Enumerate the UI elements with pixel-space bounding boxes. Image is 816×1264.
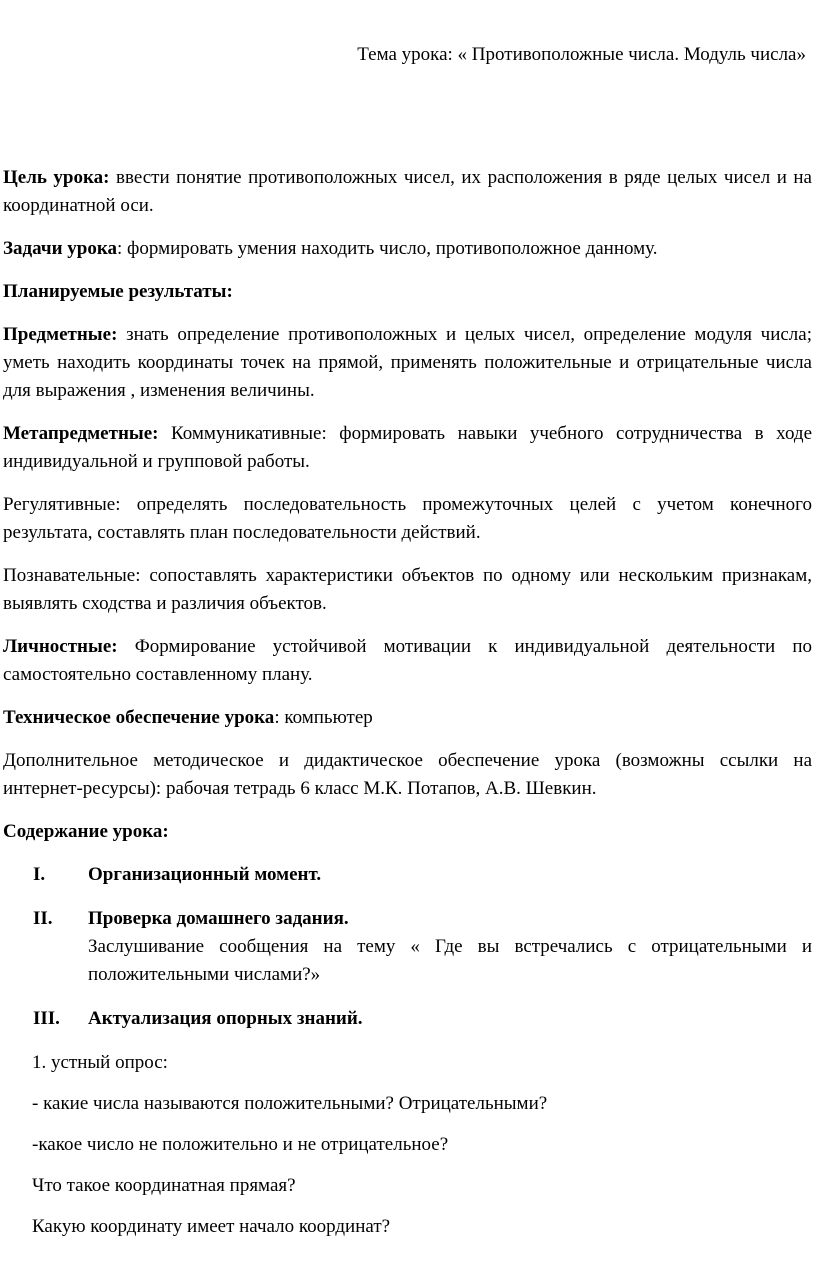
lesson-content-label: Содержание урока: (3, 821, 169, 842)
planned-results-label: Планируемые результаты: (3, 281, 233, 302)
regulatory-text: Регулятивные: определять последовательность промежуточных целей с учетом конечного результата, составлять план последовательности действий. (3, 494, 812, 543)
outline-title-3: Актуализация опорных знаний. (88, 1008, 363, 1029)
technical-support-text: : компьютер (274, 707, 373, 728)
goal-label: Цель урока: (3, 167, 110, 188)
personal-label: Личностные: (3, 636, 118, 657)
outline-item-knowledge-actualization (3, 1005, 812, 1033)
goal-paragraph (3, 164, 812, 220)
lesson-content-heading (3, 818, 812, 846)
meta-subject-label: Метапредметные: (3, 423, 159, 444)
technical-support-paragraph (3, 704, 812, 732)
outline-numeral-2: II. (33, 908, 53, 929)
tasks-label: Задачи урока (3, 238, 118, 259)
outline-title-2: Проверка домашнего задания. (88, 908, 349, 929)
lesson-topic-title: Тема урока: « Противоположные числа. Модуль числа» (357, 44, 806, 65)
goal-text: ввести понятие противоположных чисел, их расположения в ряде целых чисел и на координатной оси. (3, 167, 812, 216)
tasks-text: : формировать умения находить число, противоположное данному. (117, 238, 658, 259)
tasks-paragraph (3, 235, 812, 263)
question-neither-positive-nor-negative: -какое число не положительно и не отрицательное? (32, 1134, 449, 1155)
subject-results-text: знать определение противоположных и целых чисел, определение модуля числа; уметь находить координаты точек на прямой, применять положительные и отрицательные числа для выражения , изменения величины. (3, 324, 812, 401)
additional-resources-text: Дополнительное методическое и дидактическое обеспечение урока (возможны ссылки на интернет-ресурсы): рабочая тетрадь 6 класс М.К. Потапов, А.В. Шевкин. (3, 750, 812, 799)
outline-item-homework-check (3, 905, 812, 989)
additional-resources-paragraph (3, 747, 812, 803)
planned-results-heading (3, 278, 812, 306)
regulatory-paragraph (3, 491, 812, 547)
outline-item-organizational-moment (3, 861, 812, 889)
subject-results-paragraph (3, 321, 812, 405)
subject-results-label: Предметные: (3, 324, 118, 345)
question-positive-negative: - какие числа называются положительными? Отрицательными? (32, 1093, 548, 1114)
question-coordinate-line: Что такое координатная прямая? (32, 1175, 296, 1196)
cognitive-text: Познавательные: сопоставлять характеристики объектов по одному или нескольким признакам, выявлять сходства и различия объектов. (3, 565, 812, 614)
meta-subject-paragraph (3, 420, 812, 476)
outline-numeral-3: III. (33, 1008, 60, 1029)
question-origin-coordinate: Какую координату имеет начало координат? (32, 1216, 391, 1237)
technical-support-label: Техническое обеспечение урока (3, 707, 275, 728)
outline-numeral-1: I. (33, 864, 46, 885)
outline-title-1: Организационный момент. (88, 864, 322, 885)
personal-paragraph (3, 633, 812, 689)
lesson-outline (3, 861, 812, 1033)
meta-subject-text: Коммуникативные: формировать навыки учебного сотрудничества в ходе индивидуальной и групповой работы. (3, 423, 812, 472)
cognitive-paragraph (3, 562, 812, 618)
personal-text: Формирование устойчивой мотивации к индивидуальной деятельности по самостоятельно составленному плану. (3, 636, 812, 685)
oral-quiz-heading: 1. устный опрос: (32, 1052, 168, 1073)
outline-body-2: Заслушивание сообщения на тему « Где вы встречались с отрицательными и положительными числами?» (88, 936, 812, 985)
